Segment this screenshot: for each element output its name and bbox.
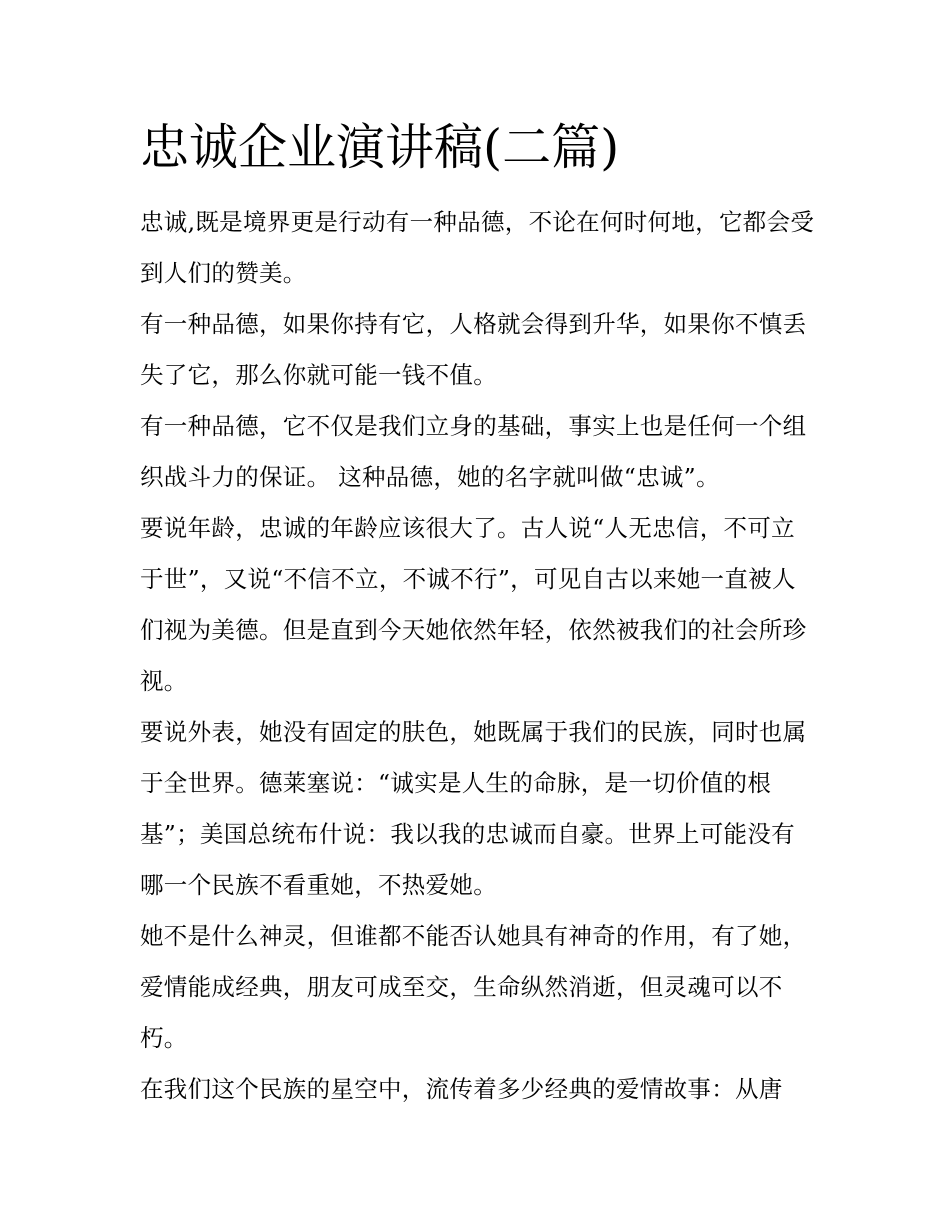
paragraph: 有一种品德，它不仅是我们立身的基础，事实上也是任何一个组织战斗力的保证。 这种品德，她的名字就叫做“忠诚”。 (140, 412, 807, 491)
paragraph: 有一种品德，如果你持有它，人格就会得到升华，如果你不慎丢失了它，那么你就可能一钱不值。 (140, 310, 807, 389)
paragraph: 要说外表，她没有固定的肤色，她既属于我们的民族，同时也属于全世界。德莱塞说：“诚实是人生的命脉，是一切价值的根基”；美国总统布什说：我以我的忠诚而自豪。世界上可能没有哪一个民族不看重她，不热爱她。 (140, 718, 807, 899)
document-body (140, 197, 816, 1115)
paragraph: 在我们这个民族的星空中，流传着多少经典的爱情故事：从唐 (140, 1075, 783, 1103)
document-title: 忠诚企业演讲稿(二篇) (140, 119, 620, 176)
paragraph: 忠诚,既是境界更是行动有一种品德，不论在何时何地，它都会受到人们的赞美。 (140, 208, 815, 287)
paragraph: 她不是什么神灵，但谁都不能否认她具有神奇的作用，有了她，爱情能成经典，朋友可成至交，生命纵然消逝，但灵魂可以不朽。 (140, 922, 807, 1052)
paragraph: 要说年龄，忠诚的年龄应该很大了。古人说“人无忠信，不可立于世”，又说“不信不立，不诚不行”，可见自古以来她一直被人们视为美德。但是直到今天她依然年轻，依然被我们的社会所珍视。 (140, 514, 807, 695)
